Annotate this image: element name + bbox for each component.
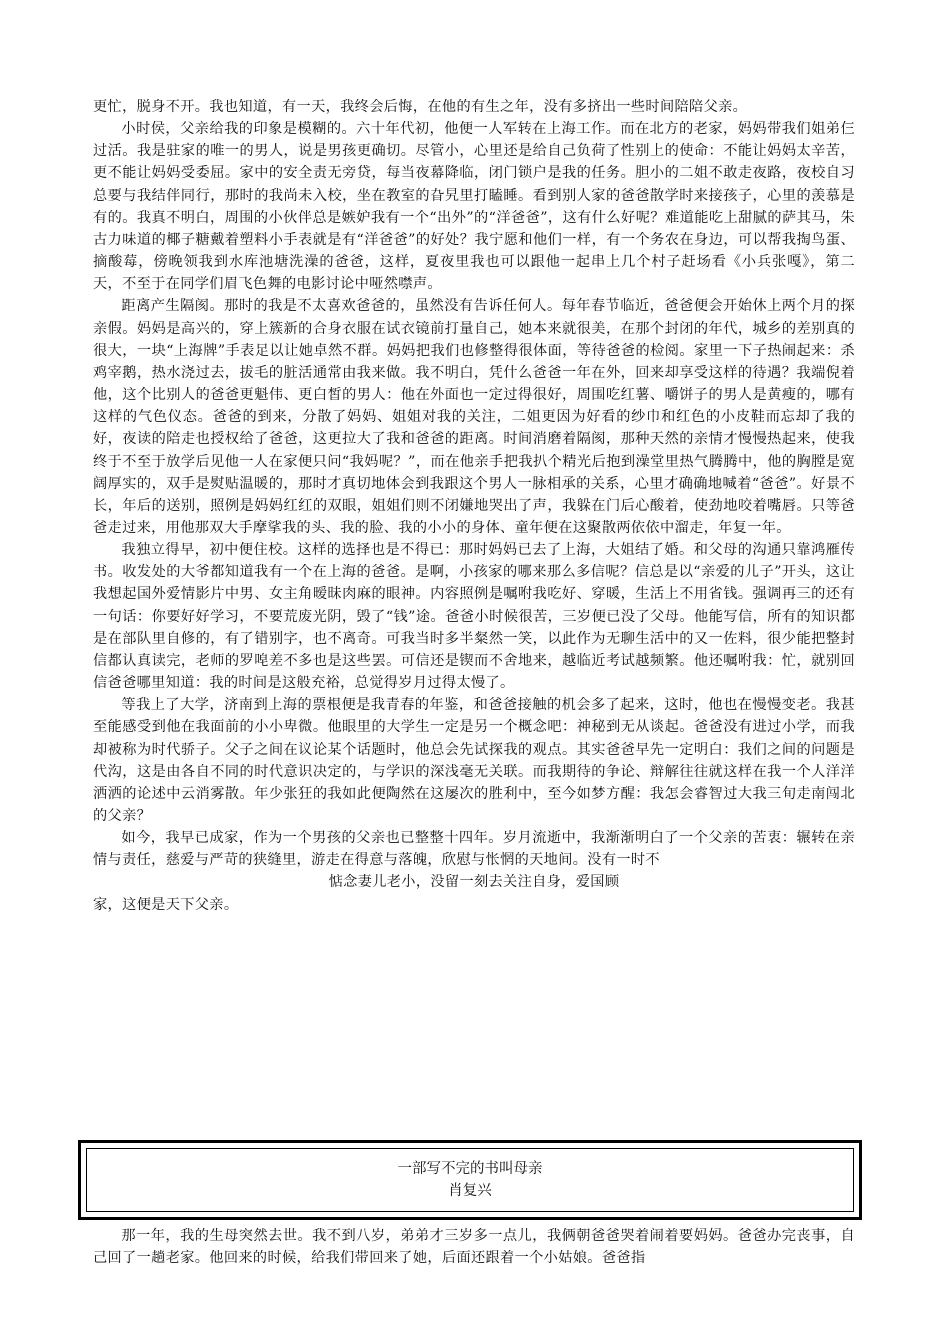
- paragraph-university: 等我上了大学，济南到上海的票根便是我青春的年鉴，和爸爸接触的机会多了起来，这时，他也在慢慢变老。我甚至能感受到他在我面前的小小卑微。他眼里的大学生一定是另一个概念吧：神秘到无从谈起。爸爸没有进过小学，而我却被称为时代骄子。父子之间在议论某个话题时，他总会先试探我的观点。其实爸爸早先一定明白：我们之间的问题是代沟，这是由各自不同的时代意识决定的，与学识的深浅毫无关联。而我期待的争论、辩解往往就这样在我一个人洋洋洒洒的论述中云消雾散。年少张狂的我如此便陶然在这屡次的胜利中，至今如梦方醒：我怎会睿智过大我三旬走南闯北的父亲？: [93, 697, 855, 824]
- paragraph-distance: 距离产生隔阂。那时的我是不太喜欢爸爸的，虽然没有告诉任何人。每年春节临近，爸爸便会开始休上两个月的探亲假。妈妈是高兴的，穿上簇新的合身衣服在试衣镜前打量自己，她本来就很美，在那个封闭的年代，城乡的差别真的很大，一块“上海牌”手表足以让她卓然不群。妈妈把我们也修整得很体面，等待爸爸的检阅。家里一下子热闹起来：杀鸡宰鹅，热水浇过去，拔毛的脏活通常由我来做。我不明白，凭什么爸爸一年在外，回来却享受这样的待遇？我端倪着他，这个比别人的爸爸更魁伟、更白皙的男人：他在外面也一定过得很好，周围吃红薯、嚼饼子的男人是黄瘦的，哪有这样的气色仪态。爸爸的到来，分散了妈妈、姐姐对我的关注，二姐更因为好看的纱巾和红色的小皮鞋而忘却了我的好，夜读的陪走也授权给了爸爸，这更拉大了我和爸爸的距离。时间消磨着隔阂，那种天然的亲情才慢慢热起来，使我终于不至于放学后见他一人在家便只问“我妈呢？”，而在他亲手把我扒个精光后抱到澡堂里热气腾腾中，他的胸膛是宽阔厚实的，双手是熨贴温暖的，那时才真切地体会到我跟这个男人一脉相承的关系，心里才确确地喊着“爸爸”。好景不长，年后的送别，照例是妈妈红红的双眼，姐姐们则不闭嫌地哭出了声，我躲在门后心酸着，使劲地咬着嘴唇。只等爸爸走过来，用他那双大手摩挲我的头、我的脸、我的小小的身体、童年便在这聚散两依依中溜走，年复一年。: [93, 298, 855, 536]
- article-author: 肖复兴: [448, 1183, 492, 1199]
- article-father-body: [93, 96, 855, 916]
- article-title: 一部写不完的书叫母亲: [397, 1161, 543, 1177]
- article-title-box-inner: [86, 1148, 854, 1212]
- paragraph-mother-opening: 那一年，我的生母突然去世。我不到八岁，弟弟才三岁多一点儿，我俩朝爸爸哭着闹着要妈妈。爸爸办完丧事，自己回了一趟老家。他回来的时候，给我们带回来了她，后面还跟着一个小姑娘。爸爸指: [93, 1228, 855, 1267]
- paragraph-childhood: 小时侯，父亲给我的印象是模糊的。六十年代初，他便一人军转在上海工作。而在北方的老家，妈妈带我们姐弟仨过活。我是驻家的唯一的男人，说是男孩更确切。尽管小，心里还是给自己负荷了性别上的使命：不能让妈妈太辛苦，更不能让妈妈受委屈。家中的安全责无旁贷，每当夜幕降临，闭门锁户是我的任务。胆小的二姐不敢走夜路，夜校自习总要与我结伴同行，那时的我尚未入校，坐在教室的旮旯里打瞌睡。看到别人家的爸爸散学时来接孩子，心里的羡慕是有的。我真不明白，周围的小伙伴总是嫉妒我有一个“出外”的“洋爸爸”，这有什么好呢？难道能吃上甜腻的萨其马，朱古力味道的椰子糖戴着塑料小手表就是有“洋爸爸”的好处？我宁愿和他们一样，有一个务农在身边，可以帮我掏鸟蛋、摘酸莓，傍晚领我到水库池塘洗澡的爸爸，这样，夏夜里我也可以跟他一起串上几个村子赶场看《小兵张嘎》，第二天，不至于在同学们眉飞色舞的电影讨论中哑然噤声。: [93, 121, 855, 293]
- paragraph-continued: 更忙，脱身不开。我也知道，有一天，我终会后悔，在他的有生之年，没有多挤出一些时间陪陪父亲。: [93, 99, 748, 115]
- paragraph-boarding-school: 我独立得早，初中便住校。这样的选择也是不得已：那时妈妈已去了上海，大姐结了婚。和父母的沟通只靠鸿雁传书。收发处的大爷都知道我有一个在上海的爸爸。是啊，小孩家的哪来那么多信呢？信总是以“亲爱的儿子”开头，这让我想起国外爱情影片中男、女主角暧昧肉麻的眼神。内容照例是嘱咐我吃好、穿暖，生活上不用省钱。强调再三的还有一句话：你要好好学习，不要荒废光阴，毁了“钱”途。爸爸小时候很苦，三岁便已没了父母。他能写信，所有的知识都是在部队里自修的，有了错别字，也不离奇。可我当时多半粲然一笑，以此作为无聊生活中的又一佐料，很少能把整封信都认真读完，老师的罗唣差不多也是这些罢。可信还是锲而不舍地来，越临近考试越频繁。他还嘱咐我：忙，就别回信爸爸哪里知道：我的时间是这般充裕，总觉得岁月过得太慢了。: [93, 542, 855, 692]
- article-mother-body: [93, 1225, 855, 1269]
- paragraph-today: 如今，我早已成家，作为一个男孩的父亲也已整整十四年。岁月流逝中，我渐渐明白了一个父亲的苦衷：辗转在亲情与责任，慈爱与严苛的狭缝里，游走在得意与落魄，欣慰与怅惘的天地间。没有一时不: [93, 830, 855, 869]
- paragraph-centered-line: 惦念妻儿老小，没留一刻去关注自身，爱国顾: [328, 874, 620, 891]
- article-title-box: [78, 1140, 862, 1220]
- paragraph-last-line: 家，这便是天下父亲。: [93, 896, 239, 913]
